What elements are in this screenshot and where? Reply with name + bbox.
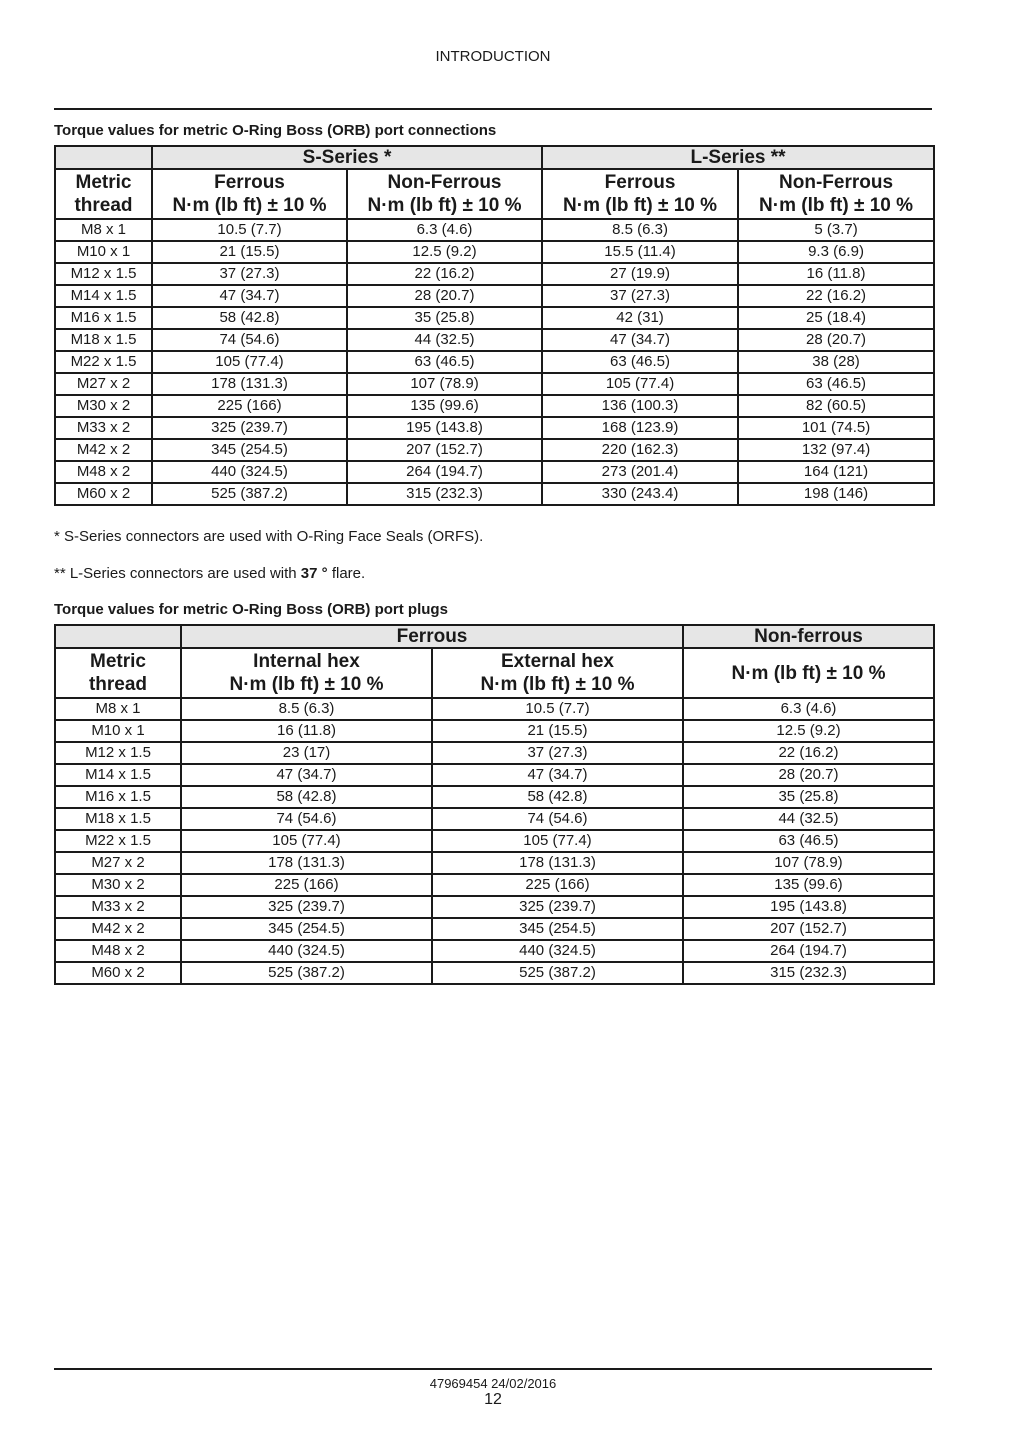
table-row bbox=[55, 786, 934, 808]
header-line: Metric bbox=[75, 172, 132, 193]
torque-value-cell: 47 (34.7) bbox=[152, 285, 347, 307]
torque-value-cell: 195 (143.8) bbox=[347, 417, 542, 439]
header-line: N·m (lb ft) ± 10 % bbox=[480, 674, 635, 695]
thread-size-cell: M18 x 1.5 bbox=[55, 329, 152, 351]
thread-size-cell: M14 x 1.5 bbox=[55, 285, 152, 307]
torque-value-cell: 225 (166) bbox=[432, 874, 683, 896]
l-series-group-header: L-Series ** bbox=[542, 146, 934, 169]
torque-value-cell: 9.3 (6.9) bbox=[738, 241, 934, 263]
header-line: Non-Ferrous bbox=[779, 172, 894, 193]
page-header-title: INTRODUCTION bbox=[435, 48, 551, 65]
thread-size-cell: M12 x 1.5 bbox=[55, 742, 181, 764]
torque-value-cell: 37 (27.3) bbox=[432, 742, 683, 764]
torque-value-cell: 132 (97.4) bbox=[738, 439, 934, 461]
torque-value-cell: 38 (28) bbox=[738, 351, 934, 373]
thread-size-cell: M33 x 2 bbox=[55, 417, 152, 439]
torque-value-cell: 136 (100.3) bbox=[542, 395, 738, 417]
torque-value-cell: 10.5 (7.7) bbox=[432, 698, 683, 720]
torque-value-cell: 37 (27.3) bbox=[152, 263, 347, 285]
thread-size-cell: M48 x 2 bbox=[55, 461, 152, 483]
torque-value-cell: 12.5 (9.2) bbox=[347, 241, 542, 263]
torque-value-cell: 8.5 (6.3) bbox=[181, 698, 432, 720]
torque-value-cell: 63 (46.5) bbox=[542, 351, 738, 373]
internal-hex-header bbox=[181, 648, 432, 698]
table-row bbox=[55, 329, 934, 351]
nonferrous-unit-header bbox=[683, 648, 934, 698]
torque-value-cell: 207 (152.7) bbox=[683, 918, 934, 940]
table-row bbox=[55, 852, 934, 874]
torque-value-cell: 345 (254.5) bbox=[432, 918, 683, 940]
thread-size-cell: M10 x 1 bbox=[55, 720, 181, 742]
torque-value-cell: 178 (131.3) bbox=[181, 852, 432, 874]
torque-value-cell: 23 (17) bbox=[181, 742, 432, 764]
torque-value-cell: 5 (3.7) bbox=[738, 219, 934, 241]
header-line: N·m (lb ft) ± 10 % bbox=[367, 195, 522, 216]
header-line: Ferrous bbox=[214, 172, 285, 193]
header-line: N·m (lb ft) ± 10 % bbox=[563, 195, 718, 216]
table-row bbox=[55, 808, 934, 830]
table-row bbox=[55, 307, 934, 329]
thread-size-cell: M8 x 1 bbox=[55, 698, 181, 720]
table-row bbox=[55, 940, 934, 962]
torque-value-cell: 525 (387.2) bbox=[181, 962, 432, 984]
table-row bbox=[55, 896, 934, 918]
torque-value-cell: 47 (34.7) bbox=[181, 764, 432, 786]
s-nonferrous-header bbox=[347, 169, 542, 219]
connections-table-body bbox=[55, 219, 934, 505]
thread-size-cell: M22 x 1.5 bbox=[55, 830, 181, 852]
thread-size-cell: M16 x 1.5 bbox=[55, 307, 152, 329]
plugs-torque-table bbox=[54, 624, 935, 985]
torque-value-cell: 325 (239.7) bbox=[181, 896, 432, 918]
footer-rule bbox=[54, 1368, 932, 1370]
document-reference: 47969454 24/02/2016 bbox=[429, 1376, 557, 1391]
table-row bbox=[55, 764, 934, 786]
s-ferrous-header bbox=[152, 169, 347, 219]
thread-size-cell: M60 x 2 bbox=[55, 962, 181, 984]
torque-value-cell: 42 (31) bbox=[542, 307, 738, 329]
table-row bbox=[55, 285, 934, 307]
torque-value-cell: 207 (152.7) bbox=[347, 439, 542, 461]
table-row bbox=[55, 263, 934, 285]
table-row bbox=[55, 918, 934, 940]
connections-torque-table bbox=[54, 145, 935, 506]
header-line: thread bbox=[74, 195, 133, 216]
torque-value-cell: 525 (387.2) bbox=[432, 962, 683, 984]
torque-value-cell: 15.5 (11.4) bbox=[542, 241, 738, 263]
s-series-footnote: * S-Series connectors are used with O-Ring Face Seals (ORFS). bbox=[54, 528, 484, 545]
thread-size-cell: M10 x 1 bbox=[55, 241, 152, 263]
thread-size-cell: M30 x 2 bbox=[55, 395, 152, 417]
torque-value-cell: 58 (42.8) bbox=[181, 786, 432, 808]
thread-size-cell: M18 x 1.5 bbox=[55, 808, 181, 830]
torque-value-cell: 345 (254.5) bbox=[152, 439, 347, 461]
table-row bbox=[55, 698, 934, 720]
connections-table-title: Torque values for metric O-Ring Boss (ORB) port connections bbox=[54, 122, 497, 139]
torque-value-cell: 440 (324.5) bbox=[152, 461, 347, 483]
l-ferrous-header bbox=[542, 169, 738, 219]
torque-value-cell: 22 (16.2) bbox=[738, 285, 934, 307]
torque-value-cell: 168 (123.9) bbox=[542, 417, 738, 439]
torque-value-cell: 22 (16.2) bbox=[683, 742, 934, 764]
torque-value-cell: 220 (162.3) bbox=[542, 439, 738, 461]
thread-size-cell: M22 x 1.5 bbox=[55, 351, 152, 373]
table-row bbox=[55, 720, 934, 742]
header-line: N·m (lb ft) ± 10 % bbox=[759, 195, 914, 216]
torque-value-cell: 315 (232.3) bbox=[683, 962, 934, 984]
torque-value-cell: 198 (146) bbox=[738, 483, 934, 505]
torque-value-cell: 21 (15.5) bbox=[432, 720, 683, 742]
table-row bbox=[55, 439, 934, 461]
footnote-text: ** L-Series connectors are used with bbox=[54, 565, 301, 582]
torque-value-cell: 58 (42.8) bbox=[152, 307, 347, 329]
table-row bbox=[55, 461, 934, 483]
footnote-flare-angle: 37 ° bbox=[300, 565, 328, 582]
torque-value-cell: 47 (34.7) bbox=[542, 329, 738, 351]
torque-value-cell: 6.3 (4.6) bbox=[683, 698, 934, 720]
torque-value-cell: 6.3 (4.6) bbox=[347, 219, 542, 241]
torque-value-cell: 28 (20.7) bbox=[347, 285, 542, 307]
plugs-table-body bbox=[55, 698, 934, 984]
plugs-table-title: Torque values for metric O-Ring Boss (ORB) port plugs bbox=[54, 601, 448, 618]
torque-value-cell: 195 (143.8) bbox=[683, 896, 934, 918]
torque-value-cell: 35 (25.8) bbox=[683, 786, 934, 808]
torque-value-cell: 35 (25.8) bbox=[347, 307, 542, 329]
torque-value-cell: 264 (194.7) bbox=[347, 461, 542, 483]
torque-value-cell: 63 (46.5) bbox=[347, 351, 542, 373]
torque-value-cell: 47 (34.7) bbox=[432, 764, 683, 786]
torque-value-cell: 63 (46.5) bbox=[683, 830, 934, 852]
header-line: Internal hex bbox=[253, 651, 360, 672]
thread-size-cell: M48 x 2 bbox=[55, 940, 181, 962]
torque-value-cell: 178 (131.3) bbox=[152, 373, 347, 395]
thread-size-cell: M8 x 1 bbox=[55, 219, 152, 241]
header-line: thread bbox=[88, 674, 148, 695]
header-line: Ferrous bbox=[604, 172, 676, 193]
torque-value-cell: 315 (232.3) bbox=[347, 483, 542, 505]
torque-value-cell: 101 (74.5) bbox=[738, 417, 934, 439]
table-row bbox=[55, 373, 934, 395]
torque-value-cell: 16 (11.8) bbox=[738, 263, 934, 285]
torque-value-cell: 27 (19.9) bbox=[542, 263, 738, 285]
torque-value-cell: 44 (32.5) bbox=[683, 808, 934, 830]
torque-value-cell: 63 (46.5) bbox=[738, 373, 934, 395]
external-hex-header bbox=[432, 648, 683, 698]
torque-value-cell: 74 (54.6) bbox=[432, 808, 683, 830]
torque-value-cell: 225 (166) bbox=[152, 395, 347, 417]
torque-value-cell: 44 (32.5) bbox=[347, 329, 542, 351]
torque-value-cell: 330 (243.4) bbox=[542, 483, 738, 505]
metric-thread-header bbox=[55, 648, 181, 698]
torque-value-cell: 135 (99.6) bbox=[347, 395, 542, 417]
torque-value-cell: 264 (194.7) bbox=[683, 940, 934, 962]
torque-value-cell: 105 (77.4) bbox=[152, 351, 347, 373]
torque-value-cell: 105 (77.4) bbox=[542, 373, 738, 395]
torque-value-cell: 25 (18.4) bbox=[738, 307, 934, 329]
torque-value-cell: 8.5 (6.3) bbox=[542, 219, 738, 241]
torque-value-cell: 135 (99.6) bbox=[683, 874, 934, 896]
torque-value-cell: 225 (166) bbox=[181, 874, 432, 896]
page-number: 12 bbox=[484, 1391, 502, 1408]
table-row bbox=[55, 219, 934, 241]
thread-size-cell: M33 x 2 bbox=[55, 896, 181, 918]
thread-size-cell: M60 x 2 bbox=[55, 483, 152, 505]
table-row bbox=[55, 241, 934, 263]
torque-value-cell: 10.5 (7.7) bbox=[152, 219, 347, 241]
torque-value-cell: 12.5 (9.2) bbox=[683, 720, 934, 742]
table-row bbox=[55, 830, 934, 852]
header-line: External hex bbox=[501, 651, 614, 672]
footnote-text: flare. bbox=[327, 565, 366, 582]
torque-value-cell: 16 (11.8) bbox=[181, 720, 432, 742]
torque-value-cell: 105 (77.4) bbox=[181, 830, 432, 852]
torque-value-cell: 345 (254.5) bbox=[181, 918, 432, 940]
torque-value-cell: 164 (121) bbox=[738, 461, 934, 483]
torque-value-cell: 440 (324.5) bbox=[432, 940, 683, 962]
torque-value-cell: 178 (131.3) bbox=[432, 852, 683, 874]
thread-size-cell: M16 x 1.5 bbox=[55, 786, 181, 808]
s-series-group-header: S-Series * bbox=[152, 146, 542, 169]
table-row bbox=[55, 417, 934, 439]
header-line: Non-Ferrous bbox=[387, 172, 502, 193]
l-series-footnote bbox=[54, 565, 365, 582]
header-line: Metric bbox=[90, 651, 146, 672]
thread-size-cell: M27 x 2 bbox=[55, 852, 181, 874]
torque-value-cell: 74 (54.6) bbox=[181, 808, 432, 830]
table-row bbox=[55, 742, 934, 764]
torque-value-cell: 74 (54.6) bbox=[152, 329, 347, 351]
metric-thread-header bbox=[55, 169, 152, 219]
thread-size-cell: M12 x 1.5 bbox=[55, 263, 152, 285]
thread-size-cell: M27 x 2 bbox=[55, 373, 152, 395]
table-row bbox=[55, 962, 934, 984]
thread-size-cell: M30 x 2 bbox=[55, 874, 181, 896]
torque-value-cell: 82 (60.5) bbox=[738, 395, 934, 417]
table-row bbox=[55, 874, 934, 896]
torque-value-cell: 325 (239.7) bbox=[432, 896, 683, 918]
torque-value-cell: 105 (77.4) bbox=[432, 830, 683, 852]
torque-value-cell: 525 (387.2) bbox=[152, 483, 347, 505]
thread-size-cell: M42 x 2 bbox=[55, 439, 152, 461]
torque-value-cell: 22 (16.2) bbox=[347, 263, 542, 285]
table-corner-cell bbox=[55, 146, 152, 169]
thread-size-cell: M14 x 1.5 bbox=[55, 764, 181, 786]
torque-value-cell: 107 (78.9) bbox=[347, 373, 542, 395]
torque-value-cell: 37 (27.3) bbox=[542, 285, 738, 307]
table-row bbox=[55, 483, 934, 505]
torque-value-cell: 440 (324.5) bbox=[181, 940, 432, 962]
torque-value-cell: 28 (20.7) bbox=[738, 329, 934, 351]
nonferrous-group-header: Non-ferrous bbox=[683, 625, 934, 648]
torque-value-cell: 21 (15.5) bbox=[152, 241, 347, 263]
header-line: N·m (lb ft) ± 10 % bbox=[731, 662, 886, 684]
torque-value-cell: 107 (78.9) bbox=[683, 852, 934, 874]
torque-value-cell: 325 (239.7) bbox=[152, 417, 347, 439]
torque-value-cell: 58 (42.8) bbox=[432, 786, 683, 808]
table-row bbox=[55, 351, 934, 373]
header-rule bbox=[54, 108, 932, 110]
table-corner-cell bbox=[55, 625, 181, 648]
torque-value-cell: 273 (201.4) bbox=[542, 461, 738, 483]
thread-size-cell: M42 x 2 bbox=[55, 918, 181, 940]
table-row bbox=[55, 395, 934, 417]
header-line: N·m (lb ft) ± 10 % bbox=[172, 195, 327, 216]
header-line: N·m (lb ft) ± 10 % bbox=[229, 674, 384, 695]
torque-value-cell: 28 (20.7) bbox=[683, 764, 934, 786]
ferrous-group-header: Ferrous bbox=[181, 625, 683, 648]
l-nonferrous-header bbox=[738, 169, 934, 219]
